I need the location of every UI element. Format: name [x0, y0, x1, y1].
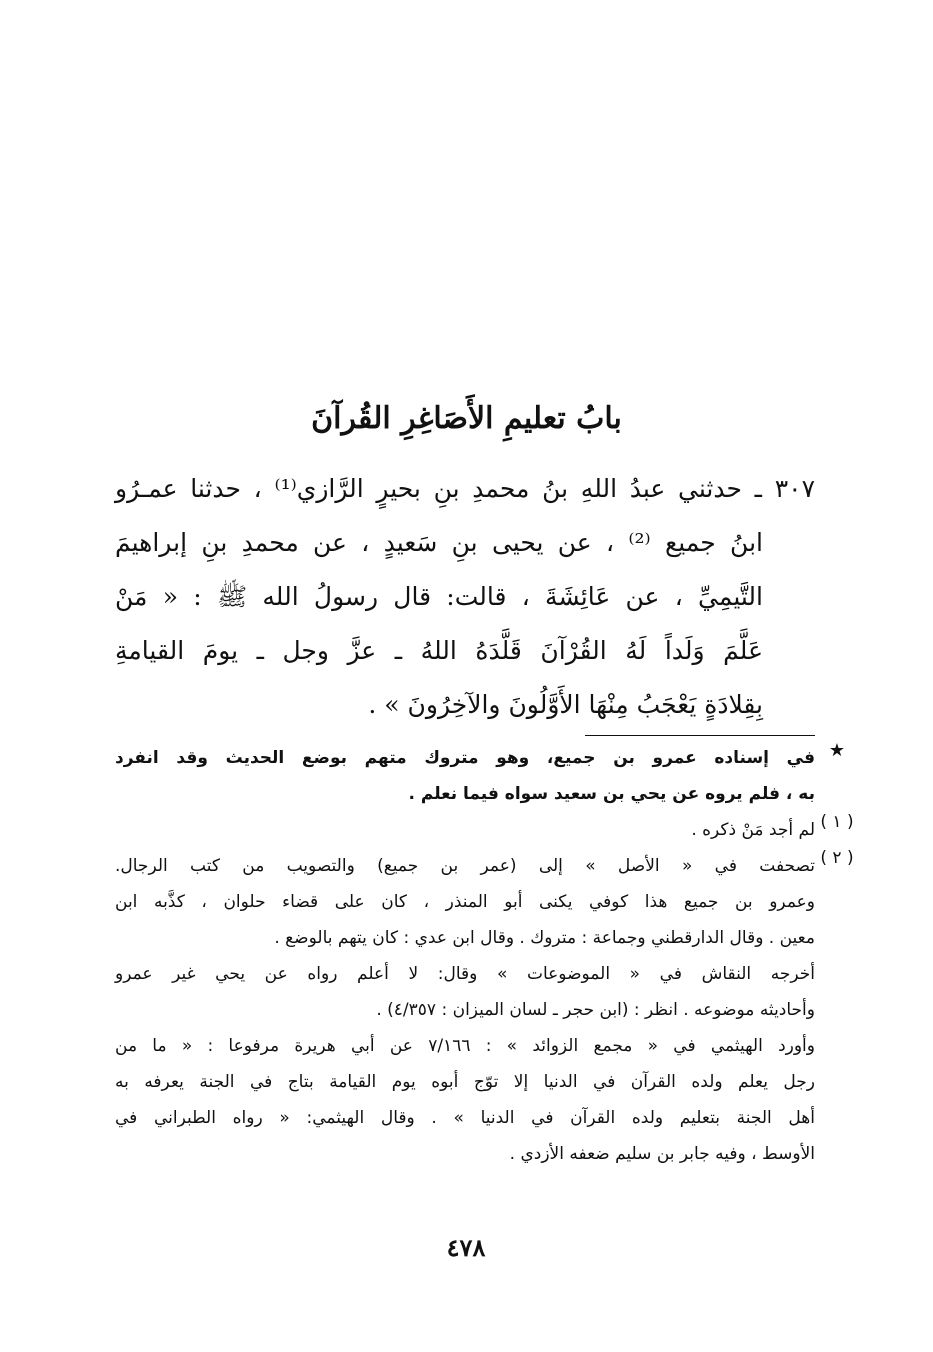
footnote-number: ( ١ )	[820, 812, 854, 832]
footnote-line: أهل الجنة بتعليم ولده القرآن في الدنيا » . وقال الهيثمي: « رواه الطبراني في	[115, 1108, 815, 1128]
footnote-1	[115, 812, 854, 848]
footnote-line: وعمرو بن جميع هذا كوفي يكنى أبو المنذر ، كان على قضاء حلوان ، كذَّبه ابن	[115, 892, 815, 912]
footnote-line: به ، فلم يروه عن يحي بن سعيد سواه فيما نعلم .	[408, 784, 815, 804]
footnote-number: ( ٢ )	[820, 848, 854, 868]
footnote-line: معين . وقال الدارقطني وجماعة : متروك . وقال ابن عدي : كان يتهم بالوضع .	[274, 928, 815, 948]
page-number: ٤٧٨	[446, 1233, 486, 1262]
footnote-line: أخرجه النقاش في « الموضوعات » وقال: لا أعلم رواه عن يحي غير عمرو	[115, 964, 815, 984]
hadith-line: ابنُ جميع ⁽²⁾ ، عن يحيى بنِ سَعيدٍ ، عن محمدِ بنِ إبراهيمَ	[115, 528, 763, 557]
footnote-star	[115, 740, 846, 812]
footnotes	[115, 740, 854, 1172]
chapter-title: بابُ تعليمِ الأَصَاغِرِ القُرآنَ	[311, 401, 622, 436]
footnote-separator	[585, 735, 815, 736]
footnote-2	[115, 848, 854, 1172]
footnote-line: وأحاديثه موضوعه . انظر : (ابن حجر ـ لسان الميزان : ٤/٣٥٧) .	[376, 1000, 815, 1020]
footnote-line: وأورد الهيثمي في « مجمع الزوائد » : ٧/١٦٦ عن أبي هريرة مرفوعا : « ما من	[115, 1036, 815, 1056]
hadith-line: ٣٠٧ ـ حدثني عبدُ اللهِ بنُ محمدِ بنِ بحيرٍ الرَّازي⁽¹⁾ ، حدثنا عمـرُو	[115, 474, 816, 503]
footnote-line: لم أجد مَنْ ذكره .	[691, 820, 815, 840]
hadith-line: عَلَّمَ وَلَداً لَهُ القُرْآنَ قَلَّدَهُ اللهُ ـ عزَّ وجل ـ يومَ القيامةِ	[115, 636, 763, 665]
footnote-line: رجل يعلم ولده القرآن في الدنيا إلا توّج أبوه يوم القيامة بتاج في الجنة يعرفه به	[115, 1072, 815, 1092]
hadith-line: التَّيمِيِّ ، عن عَائِشَةَ ، قالت: قال رسولُ الله ﷺ : « مَنْ	[115, 582, 763, 611]
footnote-line: في إسناده عمرو بن جميع، وهو متروك متهم بوضع الحديث وقد انفرد	[115, 748, 815, 768]
footnote-line: الأوسط ، وفيه جابر بن سليم ضعفه الأزدي .	[509, 1144, 815, 1164]
footnote-line: تصحفت في « الأصل » إلى (عمر بن جميع) والتصويب من كتب الرجال.	[115, 856, 815, 876]
hadith-text	[115, 462, 815, 732]
hadith-line: بِقِلادَةٍ يَعْجَبُ مِنْهَا الأَوَّلُونَ والآخِرُونَ » .	[368, 690, 763, 719]
star-marker: ★	[828, 740, 846, 761]
